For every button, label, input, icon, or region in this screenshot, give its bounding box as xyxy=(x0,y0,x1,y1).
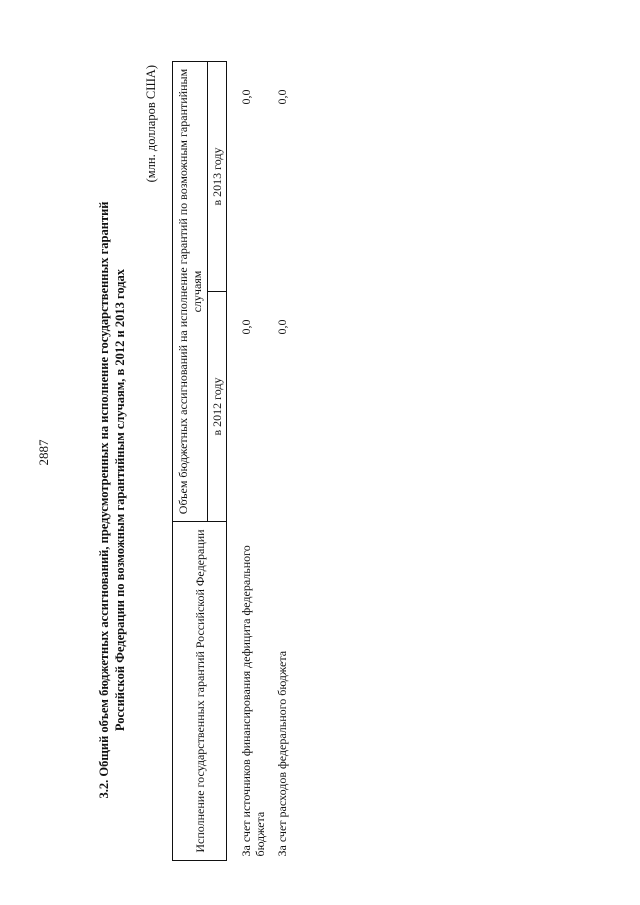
table-row xyxy=(269,62,291,861)
header-guarantee-execution: Исполнение государственных гарантий Российской Федерации xyxy=(173,522,227,861)
table-header xyxy=(173,62,227,861)
page-number: 2887 xyxy=(36,439,51,466)
row-label-budget-expenditures: За счет расходов федерального бюджета xyxy=(275,650,289,857)
table-body xyxy=(227,62,292,861)
table-header-row xyxy=(173,62,208,861)
table-row xyxy=(227,62,270,861)
section-heading xyxy=(96,145,128,855)
guarantees-table xyxy=(172,61,291,861)
section-heading-line-2: Российской Федерации по возможным гарантийным случаям, в 2012 и 2013 годах xyxy=(113,268,127,732)
row-value-2013: 0,0 xyxy=(275,89,289,105)
header-appropriations-volume: Объем бюджетных ассигнований на исполнение гарантий по возможным гарантийным случаям xyxy=(173,62,208,522)
row-value-2013: 0,0 xyxy=(239,89,253,105)
header-year-2013: в 2013 году xyxy=(208,62,227,292)
row-label-deficit-financing: За счет источников финансирования дефицита федерального бюджета xyxy=(239,545,267,857)
units-note: (млн. долларов США) xyxy=(144,65,158,183)
row-value-2012: 0,0 xyxy=(275,319,289,335)
section-heading-line-1: 3.2. Общий объем бюджетных ассигнований, предусмотренных на исполнение государственных гарантий xyxy=(97,201,111,799)
header-year-2012: в 2012 году xyxy=(208,292,227,522)
row-value-2012: 0,0 xyxy=(239,319,253,335)
